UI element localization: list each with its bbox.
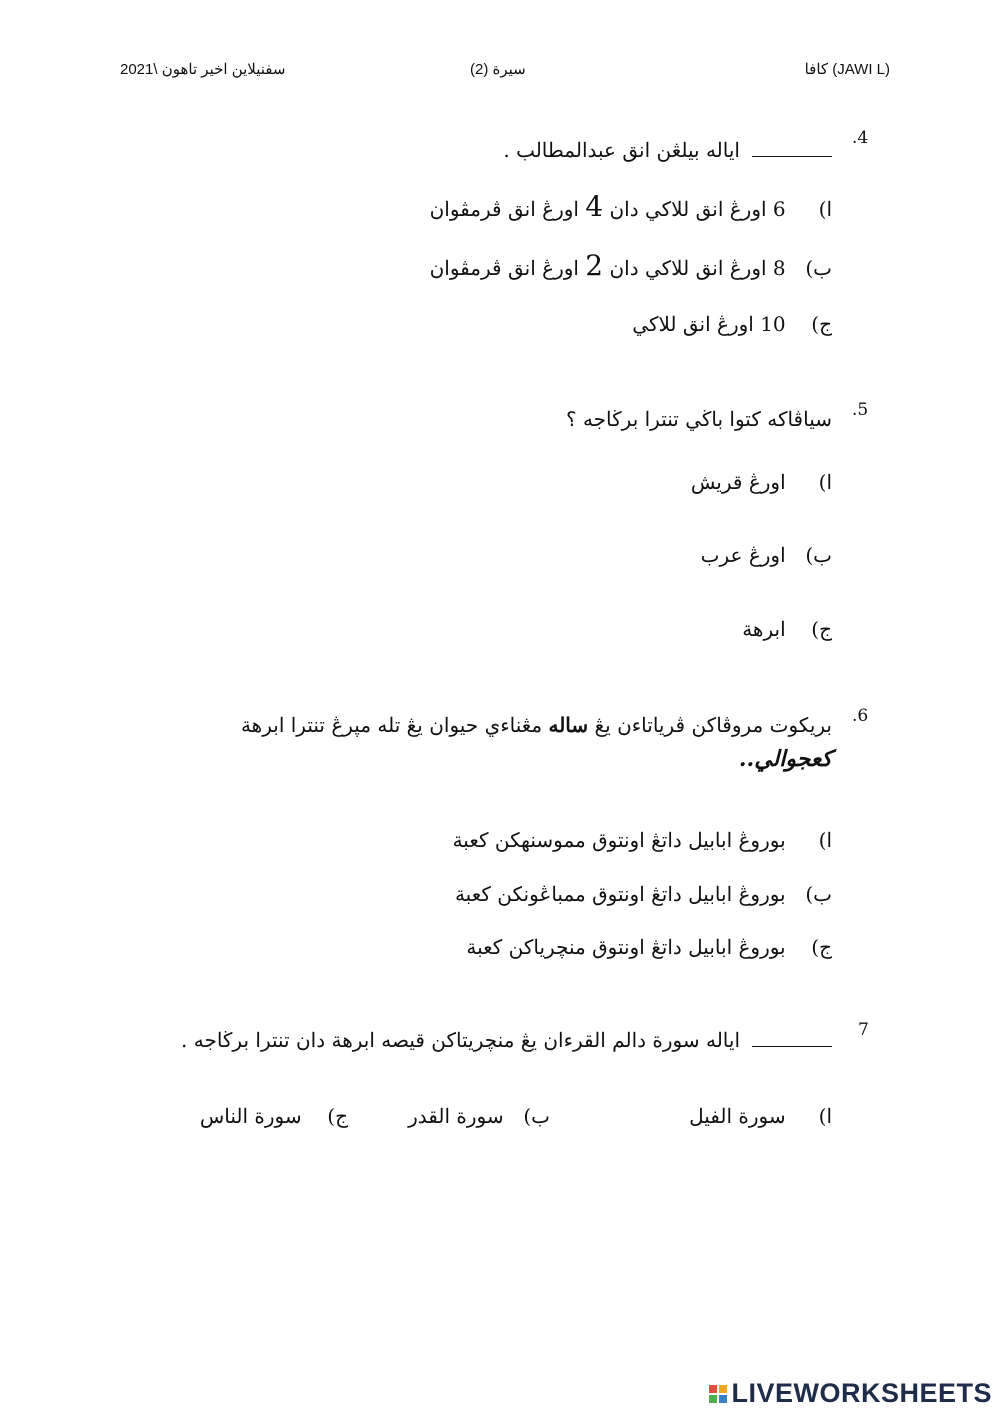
q4-number: .4 [852, 128, 869, 148]
option-label: ا) [818, 470, 832, 494]
q7-option-c[interactable] [200, 1104, 348, 1128]
option-label: ا) [818, 828, 832, 852]
option-label: ا) [818, 197, 832, 221]
q6-question [241, 713, 832, 737]
option-text: 8 اورڠ انق للاكي دان [609, 256, 786, 280]
q7-option-a[interactable] [689, 1104, 832, 1128]
q5-number: .5 [852, 400, 869, 420]
option-text: بوروڠ ابابيل داتڠ اونتوق ممباڠونكن كعبة [454, 882, 786, 906]
option-text: بوروڠ ابابيل داتڠ اونتوق منچرياكن كعبة [466, 935, 786, 959]
option-label: ب) [805, 256, 832, 280]
option-label: ب) [805, 882, 832, 906]
q6-emphasis: كعجوالي.. [738, 746, 832, 772]
option-text: اورڠ قريش [690, 470, 786, 494]
option-text: 6 اورڠ انق للاكي دان [609, 197, 786, 221]
q6-number: .6 [852, 706, 869, 726]
q5-text: سياڤاكه كتوا باڬي تنترا برڬاجه ؟ [565, 407, 832, 431]
header-right: كافا (JAWI L) [804, 61, 890, 78]
option-label: ب) [523, 1104, 550, 1128]
option-number: 2 [585, 249, 604, 282]
header-left: سفنيلاين اخير تاهون \2021 [120, 61, 286, 78]
q4-option-c[interactable] [632, 312, 832, 336]
q5-option-b[interactable] [701, 543, 832, 567]
q4-option-b[interactable] [430, 249, 832, 282]
option-text: اورڠ انق ڤرمڤوان [429, 256, 579, 280]
option-label: ج) [811, 617, 832, 641]
option-label: ج) [811, 935, 832, 959]
option-text: سورة القدر [408, 1104, 504, 1128]
q6-text-bold: ساله [548, 713, 589, 737]
q6-option-a[interactable] [453, 828, 832, 852]
q4-answer-blank[interactable] [752, 142, 832, 157]
option-text: سورة الفيل [689, 1104, 786, 1128]
logo-square [719, 1395, 727, 1403]
q7-question [181, 1028, 832, 1052]
option-label: ا) [818, 1104, 832, 1128]
option-label: ج) [327, 1104, 348, 1128]
q4-option-a[interactable] [430, 190, 832, 223]
option-text: ابرهة [742, 617, 786, 641]
q6-option-c[interactable] [466, 935, 832, 959]
logo-square [709, 1385, 717, 1393]
option-text: اورڠ عرب [700, 543, 786, 567]
q5-option-c[interactable] [742, 617, 832, 641]
option-text: سورة الناس [199, 1104, 302, 1128]
logo-text: LIVEWORKSHEETS [731, 1378, 992, 1408]
option-text: اورڠ انق ڤرمڤوان [429, 197, 579, 221]
option-number: 4 [585, 190, 604, 223]
logo-square [709, 1395, 717, 1403]
header-center: سيرة (2) [470, 61, 526, 78]
q6-text-post: مڠناءي حيوان يڠ تله مڽرڠ تنترا ابرهة [240, 713, 543, 737]
q7-answer-blank[interactable] [752, 1032, 832, 1047]
q5-option-a[interactable] [691, 470, 832, 494]
q7-text: اياله سورة دالم القرءان يڠ منچريتاكن قيصه ابرهة دان تنترا برڬاجه . [181, 1028, 740, 1052]
logo-grid-icon [709, 1385, 727, 1403]
q4-text: اياله بيلڠن انق عبدالمطالب . [503, 138, 740, 162]
q7-option-b[interactable] [408, 1104, 550, 1128]
option-label: ب) [805, 543, 832, 567]
logo-square [719, 1385, 727, 1393]
q4-question [503, 138, 832, 162]
liveworksheets-logo [709, 1378, 992, 1409]
option-label: ج) [811, 312, 832, 336]
q6-option-b[interactable] [455, 882, 832, 906]
q6-text-pre: بريكوت مروڤاكن ڤرياتاءن يڠ [594, 713, 832, 737]
option-text: بوروڠ ابابيل داتڠ اونتوق مموسنهكن كعبة [452, 828, 786, 852]
q7-number: 7 [858, 1020, 869, 1040]
option-text: 10 اورڠ انق للاكي [632, 312, 786, 336]
